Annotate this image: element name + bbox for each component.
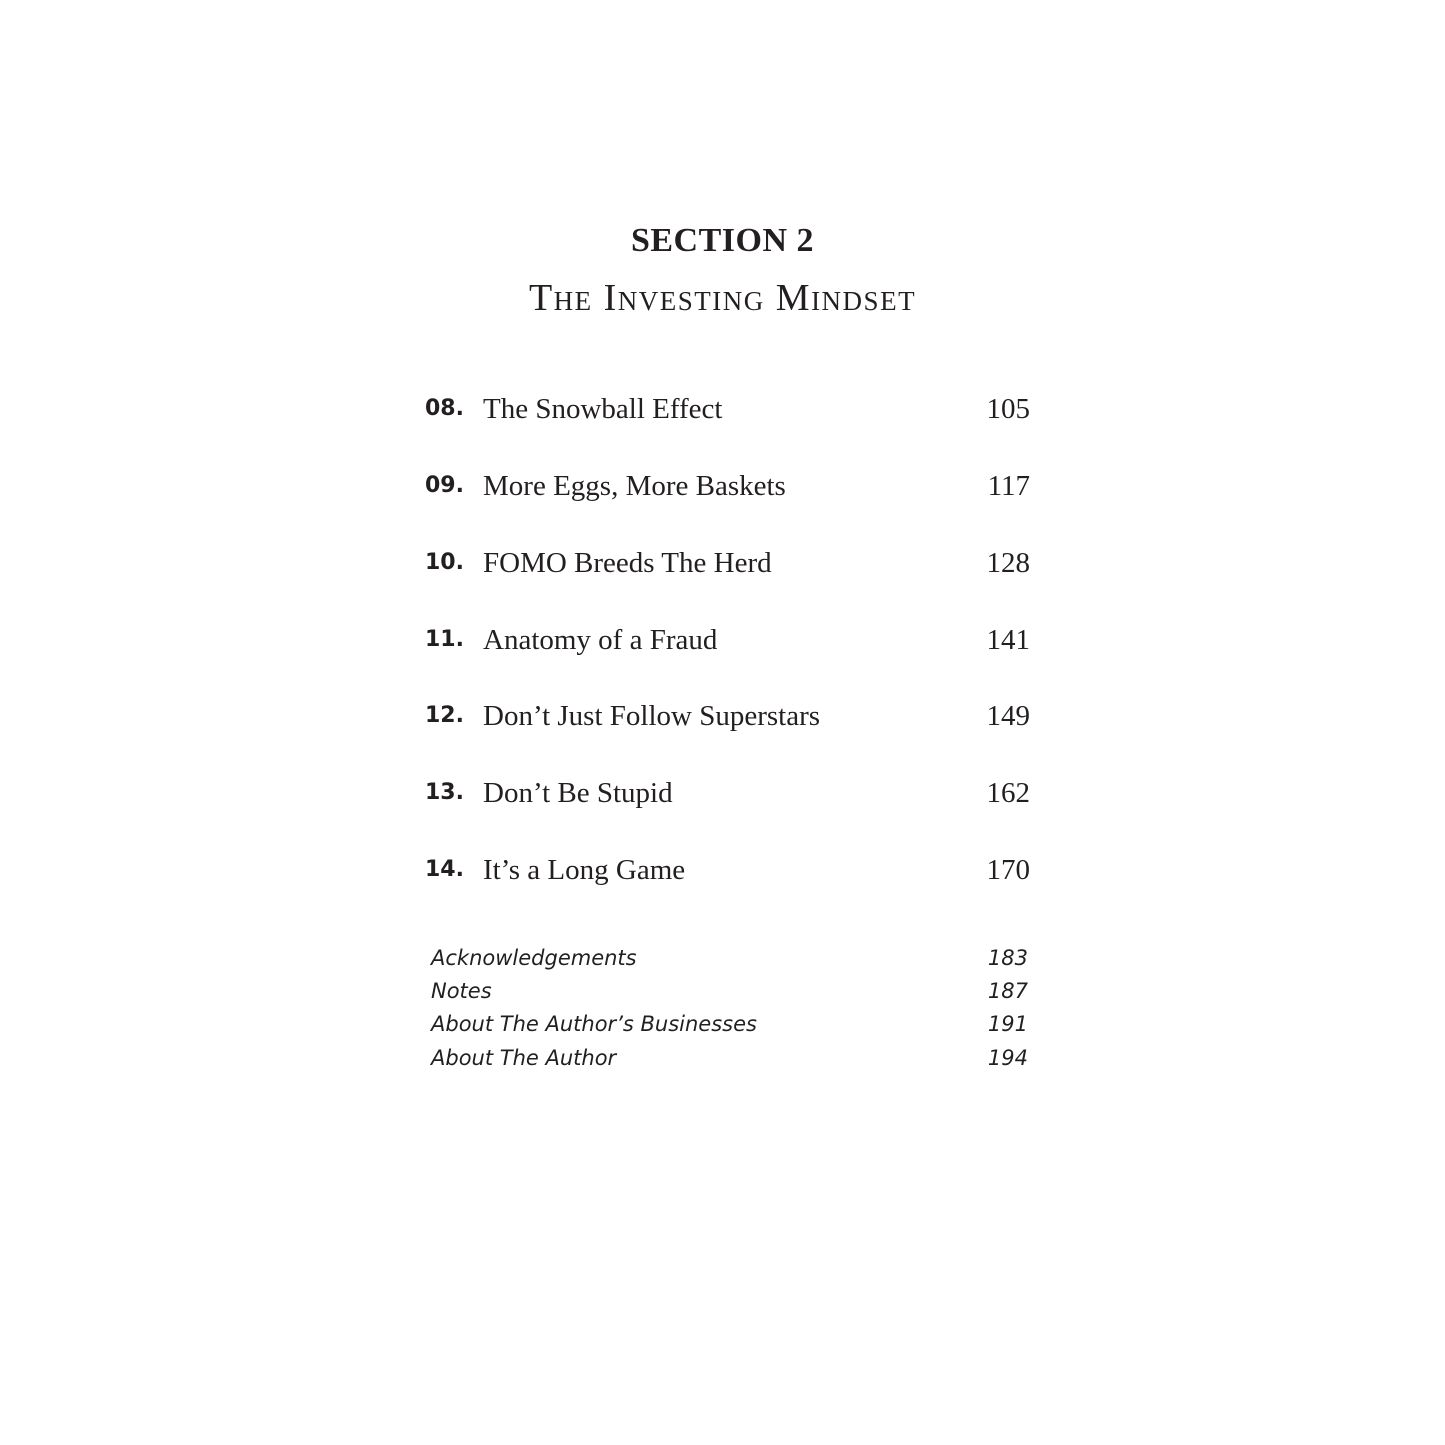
chapter-number: 09.	[425, 473, 464, 498]
chapter-title: Don’t Be Stupid	[483, 777, 673, 809]
toc-entry	[425, 543, 1030, 583]
backmatter-title: About The Author	[431, 1046, 617, 1070]
chapter-page: 162	[986, 777, 1030, 809]
backmatter-entry	[431, 976, 1028, 1006]
backmatter-title: About The Author’s Businesses	[431, 1012, 757, 1036]
chapter-number: 12.	[425, 703, 464, 728]
toc-entry	[425, 620, 1030, 660]
toc-entry	[425, 696, 1030, 736]
chapter-number: 13.	[425, 780, 464, 805]
backmatter-entry	[431, 1043, 1028, 1073]
backmatter-page: 183	[987, 946, 1028, 970]
section-label: SECTION 2	[630, 222, 815, 259]
chapter-page: 105	[986, 393, 1030, 425]
chapter-page: 170	[986, 854, 1030, 886]
toc-entry	[425, 850, 1030, 890]
toc-entry	[425, 466, 1030, 506]
chapter-page: 141	[986, 624, 1030, 656]
backmatter-page: 191	[987, 1012, 1028, 1036]
backmatter-entry	[431, 1009, 1028, 1039]
chapter-title: More Eggs, More Baskets	[483, 470, 786, 502]
chapter-title: The Snowball Effect	[483, 393, 723, 425]
chapter-number: 08.	[425, 396, 464, 421]
chapter-page: 128	[986, 547, 1030, 579]
backmatter-entry	[431, 943, 1028, 973]
chapter-title: Don’t Just Follow Superstars	[483, 700, 821, 732]
toc-entry	[425, 773, 1030, 813]
backmatter-page: 194	[987, 1046, 1028, 1070]
backmatter-page: 187	[987, 979, 1028, 1003]
chapter-number: 11.	[425, 627, 464, 652]
chapter-page: 117	[987, 470, 1030, 502]
chapter-title: It’s a Long Game	[483, 854, 686, 886]
chapter-number: 10.	[425, 550, 464, 575]
chapter-title: Anatomy of a Fraud	[483, 624, 718, 656]
chapter-page: 149	[986, 700, 1030, 732]
chapter-title: FOMO Breeds The Herd	[483, 547, 772, 579]
backmatter-title: Notes	[431, 979, 492, 1003]
backmatter-title: Acknowledgements	[431, 946, 637, 970]
toc-entry	[425, 389, 1030, 429]
chapter-number: 14.	[425, 857, 464, 882]
section-title: The Investing Mindset	[528, 277, 917, 319]
